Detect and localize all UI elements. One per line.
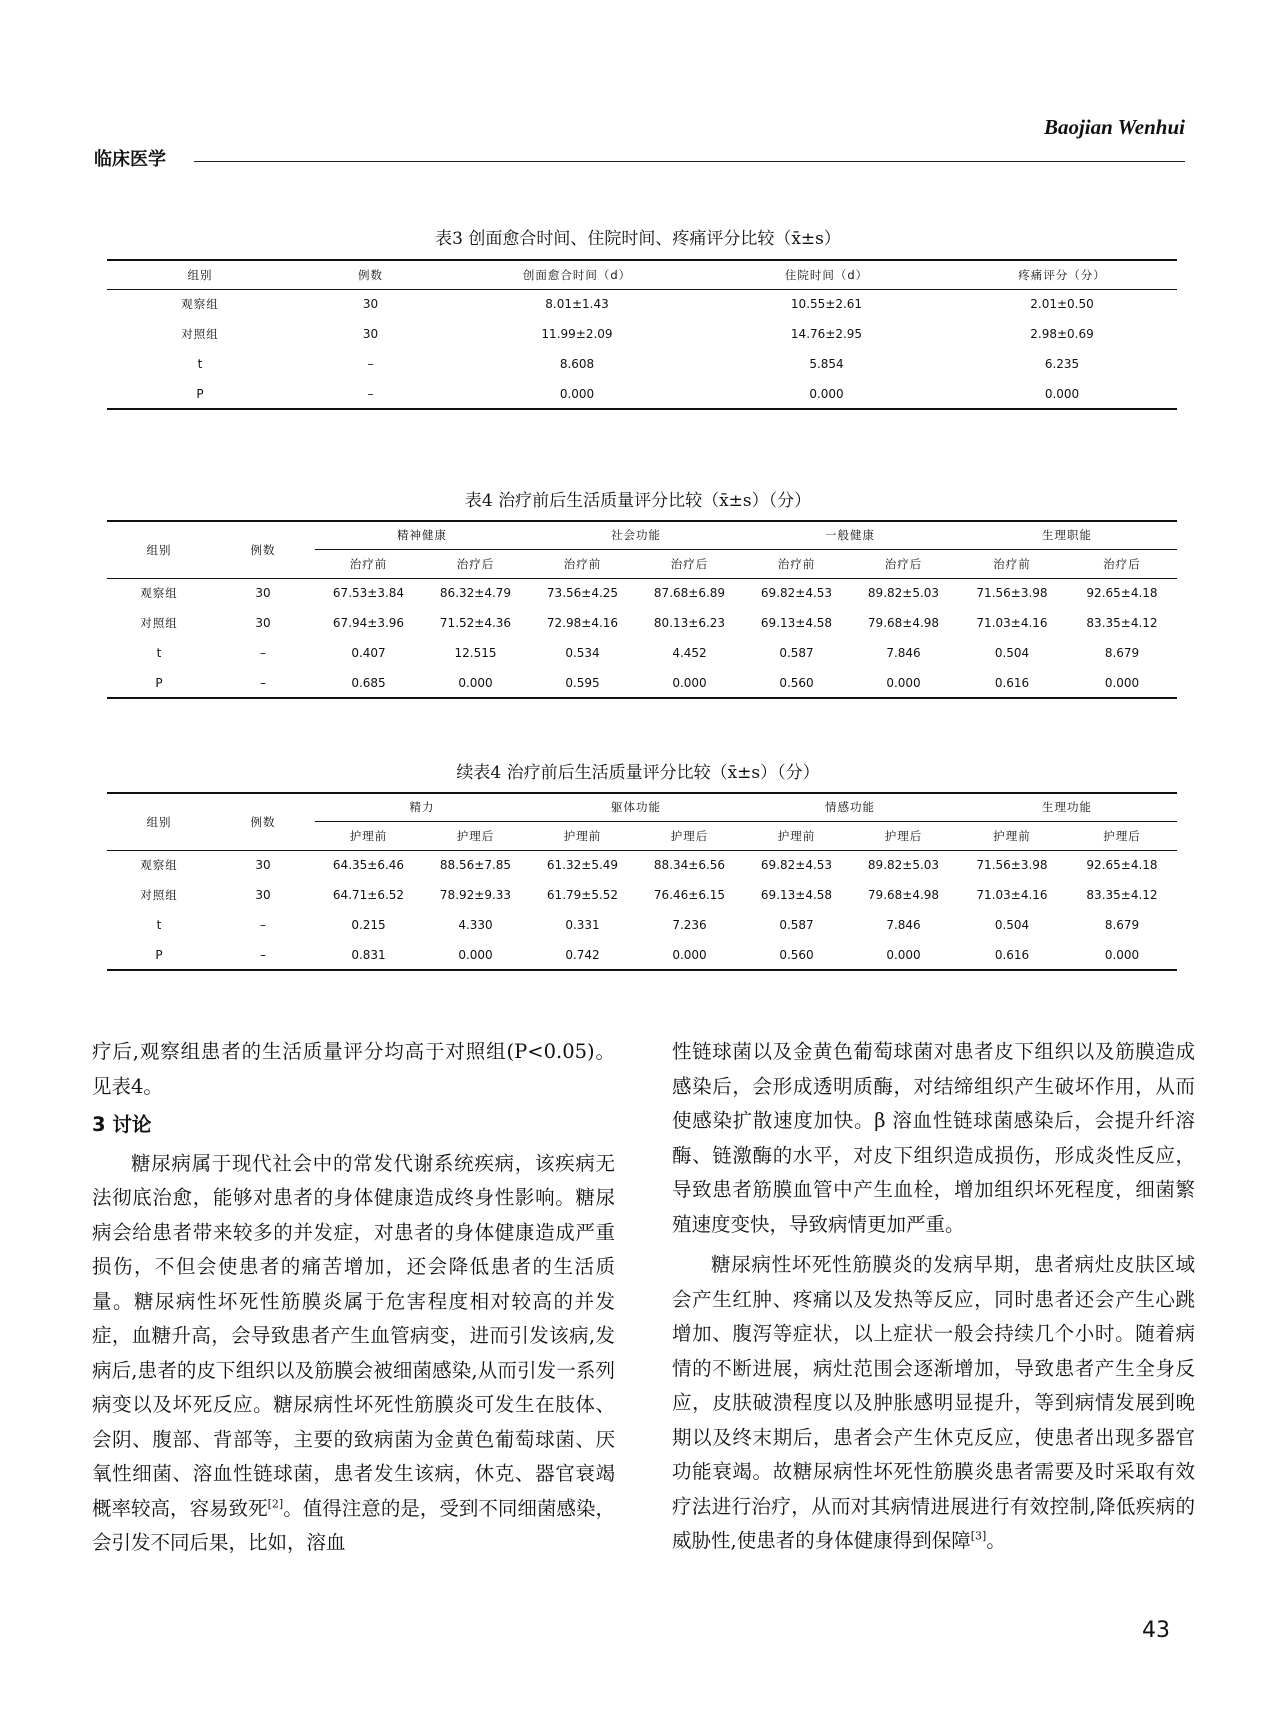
- table4-subheader: 治疗后: [1067, 549, 1177, 578]
- table-cell: 0.504: [994, 646, 1030, 660]
- table-cell: 0.685: [315, 668, 422, 698]
- table-cell: 87.68±6.89: [653, 586, 726, 601]
- table-cell: 61.79±5.52: [546, 888, 619, 902]
- table3-header: 组别: [107, 260, 293, 289]
- table-cell: 7.846: [886, 646, 921, 660]
- table-cell: 观察组: [140, 858, 178, 873]
- journal-name: Baojian Wenhui: [1043, 115, 1185, 139]
- table3-header: 住院时间（d）: [706, 260, 947, 289]
- table-cell: 0.616: [957, 940, 1067, 970]
- table-cell: 0.587: [779, 646, 814, 660]
- table-cell: 30: [255, 888, 271, 902]
- table-cell: –: [260, 918, 266, 932]
- section-heading: 3 讨论: [92, 1113, 152, 1136]
- paragraph: 性链球菌以及金黄色葡萄球菌对患者皮下组织以及筋膜造成感染后，会形成透明质酶，对结缔组织产生破坏作用，从而使感染扩散速度加快。β 溶血性链球菌感染后，会提升纤溶酶、链激酶的水平，对皮下组织造成损伤，形成炎性反应，导致患者筋膜血管中产生血栓，增加组织坏死程度，细菌繁殖速度变快，导致病情更加严重。: [672, 1040, 1195, 1236]
- table-cell: 88.56±7.85: [439, 858, 512, 873]
- table4b-subheader: 护理前: [957, 821, 1067, 850]
- table-cell: 8.679: [1104, 646, 1140, 660]
- table-cell: 0.000: [636, 668, 743, 698]
- table-row: [107, 578, 1177, 608]
- table-cell: 0.000: [422, 940, 529, 970]
- table4b-subheader: 护理后: [850, 821, 957, 850]
- table-cell: P: [107, 668, 211, 698]
- section-label: 临床医学: [94, 149, 166, 170]
- table4-subheader: 治疗后: [422, 549, 529, 578]
- header-rule: [194, 161, 1185, 162]
- table-cell: t: [156, 918, 162, 932]
- table-cell: 69.82±4.53: [760, 858, 833, 873]
- table-row: [107, 638, 1177, 668]
- table-cell: –: [367, 357, 374, 371]
- table-cell: –: [260, 646, 266, 660]
- table4-subheader: 治疗前: [743, 549, 850, 578]
- page-number: 43: [1142, 1618, 1170, 1643]
- paragraph-text: 。: [986, 1529, 1006, 1552]
- table-cell: 78.92±9.33: [439, 888, 512, 902]
- table-row: [107, 349, 1177, 379]
- table-cell: 0.534: [565, 646, 600, 660]
- table-cell: 30: [255, 586, 271, 601]
- table-cell: 89.82±5.03: [867, 858, 940, 873]
- table-cell: 67.94±3.96: [332, 616, 405, 630]
- table-cell: 71.03±4.16: [976, 616, 1048, 630]
- table-cell: 7.236: [672, 918, 707, 932]
- table-cell: 0.742: [529, 940, 636, 970]
- table-row: [107, 319, 1177, 349]
- table4b-subheader: 护理前: [529, 821, 636, 850]
- table-cell: 30: [255, 616, 271, 630]
- table4-subheader: 治疗后: [636, 549, 743, 578]
- table-cell: 0.595: [529, 668, 636, 698]
- table-cell: 10.55±2.61: [790, 297, 863, 312]
- paragraph-text: 。值得注意的是，受到不同细菌感染，会引发不同后果，比如，溶血: [92, 1496, 615, 1554]
- table4b-subheader: 护理后: [422, 821, 529, 850]
- table4b-header: 例数: [211, 793, 315, 850]
- table-cell: 67.53±3.84: [332, 586, 405, 601]
- table4b-group-header: 躯体功能: [529, 793, 743, 821]
- table-cell: 8.608: [559, 357, 595, 371]
- table3-header: 疼痛评分（分）: [947, 260, 1177, 289]
- table-row: [107, 850, 1177, 880]
- table-cell: t: [156, 646, 162, 660]
- table4b-group-header: 情感功能: [743, 793, 957, 821]
- table-cell: 0.000: [636, 940, 743, 970]
- table3: [107, 259, 1177, 410]
- table-cell: 14.76±2.95: [790, 327, 863, 341]
- table-cell: 2.01±0.50: [1030, 297, 1094, 312]
- table-cell: –: [211, 668, 315, 698]
- table4b-group-header: 生理功能: [957, 793, 1177, 821]
- table-cell: 0.560: [743, 940, 850, 970]
- table-cell: 73.56±4.25: [546, 586, 619, 601]
- table-cell: 71.56±3.98: [976, 586, 1048, 601]
- table4b-header: 组别: [107, 793, 211, 850]
- table-cell: 0.504: [994, 918, 1030, 932]
- table-cell: 0.000: [422, 668, 529, 698]
- table-cell: –: [293, 379, 448, 409]
- table-cell: 30: [362, 327, 379, 341]
- paragraph-text: 糖尿病性坏死性筋膜炎的发病早期，患者病灶皮肤区域会产生红肿、疼痛以及发热等反应，同时患者还会产生心跳增加、腹泻等症状，以上症状一般会持续几个小时。随着病情的不断进展，病灶范围会逐渐增加，导致患者产生全身反应，皮肤破溃程度以及肿胀感明显提升，等到病情发展到晚期以及终末期后，患者会产生休克反应，使患者出现多器官功能衰竭。故糖尿病性坏死性筋膜炎患者需要及时采取有效疗法进行治疗，从而对其病情进展进行有效控制,降低疾病的威胁性,使患者的身体健康得到保障: [672, 1253, 1195, 1552]
- table-cell: 0.000: [1067, 940, 1177, 970]
- table-cell: 71.56±3.98: [976, 858, 1048, 873]
- table-cell: 69.13±4.58: [760, 888, 833, 902]
- table-cell: 30: [255, 858, 271, 873]
- table4-subheader: 治疗前: [315, 549, 422, 578]
- table4-group-header: 生理职能: [957, 521, 1177, 549]
- table-cell: 64.71±6.52: [332, 888, 405, 902]
- body-column-right: [672, 1035, 1195, 1559]
- table4b: [107, 792, 1177, 971]
- table4b-subheader: 护理前: [743, 821, 850, 850]
- table-cell: 11.99±2.09: [541, 327, 613, 341]
- table-cell: 观察组: [140, 586, 178, 601]
- table-cell: 92.65±4.18: [1086, 858, 1158, 873]
- table-cell: 80.13±6.23: [653, 616, 726, 630]
- table4b-subheader: 护理后: [636, 821, 743, 850]
- paragraph: [672, 1248, 1195, 1559]
- table-cell: 0.831: [315, 940, 422, 970]
- table3-header: 例数: [293, 260, 448, 289]
- table-row: [107, 289, 1177, 319]
- table-cell: 8.01±1.43: [545, 297, 609, 312]
- table-cell: 88.34±6.56: [653, 858, 726, 873]
- table4b-subheader: 护理前: [315, 821, 422, 850]
- table-cell: 0.000: [850, 668, 957, 698]
- table4-subheader: 治疗前: [957, 549, 1067, 578]
- table4b-group-header: 精力: [315, 793, 529, 821]
- table-cell: 4.330: [458, 918, 493, 932]
- table-cell: 79.68±4.98: [867, 888, 940, 902]
- table4-group-header: 一般健康: [743, 521, 957, 549]
- table4-group-header: 精神健康: [315, 521, 529, 549]
- body-column-left: [92, 1035, 615, 1561]
- paragraph-text: 糖尿病属于现代社会中的常发代谢系统疾病，该疾病无法彻底治愈，能够对患者的身体健康造成终身性影响。糖尿病会给患者带来较多的并发症，对患者的身体健康造成严重损伤，不但会使患者的痛苦增加，还会降低患者的生活质量。糖尿病性坏死性筋膜炎属于危害程度相对较高的并发症，血糖升高，会导致患者产生血管病变，进而引发该病,发病后,患者的皮下组织以及筋膜会被细菌感染,从而引发一系列病变以及坏死反应。糖尿病性坏死性筋膜炎可发生在肢体、会阴、腹部、背部等，主要的致病菌为金黄色葡萄球菌、厌氧性细菌、溶血性链球菌，患者发生该病，休克、器官衰竭概率较高，容易致死: [92, 1151, 615, 1520]
- table-cell: 0.000: [448, 379, 706, 409]
- table-cell: 观察组: [181, 297, 219, 312]
- table4-caption: 表4 治疗前后生活质量评分比较（x̄±s）（分）: [464, 491, 812, 511]
- table4b-subheader: 护理后: [1067, 821, 1177, 850]
- table-cell: 8.679: [1104, 918, 1140, 932]
- table-cell: 0.560: [743, 668, 850, 698]
- table-cell: 61.32±5.49: [546, 858, 619, 873]
- table-cell: 92.65±4.18: [1086, 586, 1158, 601]
- table-cell: 0.000: [850, 940, 957, 970]
- table-row: [107, 940, 1177, 970]
- table-cell: 对照组: [140, 888, 178, 902]
- table3-caption: 表3 创面愈合时间、住院时间、疼痛评分比较（x̄±s）: [435, 229, 841, 249]
- table-cell: 30: [362, 297, 379, 312]
- table-row: [107, 910, 1177, 940]
- table-cell: 86.32±4.79: [439, 586, 512, 601]
- table-cell: 5.854: [809, 357, 844, 371]
- table4-header: 组别: [107, 521, 211, 578]
- table-cell: 0.215: [351, 918, 386, 932]
- table-row: [107, 880, 1177, 910]
- table-cell: 83.35±4.12: [1086, 616, 1158, 630]
- table-cell: 71.03±4.16: [976, 888, 1048, 902]
- table-cell: 71.52±4.36: [439, 616, 512, 630]
- table-cell: 6.235: [1044, 357, 1080, 371]
- table-row: [107, 379, 1177, 409]
- table-cell: 0.331: [565, 918, 600, 932]
- table-cell: P: [107, 379, 293, 409]
- table-cell: 69.13±4.58: [760, 616, 833, 630]
- table-cell: P: [107, 940, 211, 970]
- table-cell: 76.46±6.15: [653, 888, 726, 902]
- citation-ref: [2]: [267, 1497, 284, 1510]
- table-cell: 0.616: [957, 668, 1067, 698]
- table-cell: 2.98±0.69: [1030, 327, 1094, 341]
- paragraph: [92, 1147, 615, 1561]
- table3-header: 创面愈合时间（d）: [448, 260, 706, 289]
- paragraph: 疗后,观察组患者的生活质量评分均高于对照组(P<0.05)。见表4。: [92, 1040, 615, 1098]
- table4-header: 例数: [211, 521, 315, 578]
- table-cell: 72.98±4.16: [546, 616, 619, 630]
- table-cell: 64.35±6.46: [332, 858, 405, 873]
- table-cell: t: [197, 357, 203, 371]
- table-cell: 对照组: [181, 327, 219, 341]
- table4: [107, 520, 1177, 699]
- table-row: [107, 668, 1177, 698]
- table-cell: 79.68±4.98: [867, 616, 940, 630]
- table4-subheader: 治疗前: [529, 549, 636, 578]
- table-cell: 69.82±4.53: [760, 586, 833, 601]
- table-cell: 0.407: [351, 646, 386, 660]
- table-cell: 4.452: [672, 646, 707, 660]
- table-cell: 7.846: [886, 918, 921, 932]
- table-cell: 89.82±5.03: [867, 586, 940, 601]
- table-cell: 83.35±4.12: [1086, 888, 1158, 902]
- table-cell: 0.000: [1067, 668, 1177, 698]
- citation-ref: [3]: [970, 1529, 987, 1543]
- table4-subheader: 治疗后: [850, 549, 957, 578]
- table4b-caption: 续表4 治疗前后生活质量评分比较（x̄±s）（分）: [456, 763, 820, 783]
- table-cell: 12.515: [454, 646, 497, 660]
- table4-group-header: 社会功能: [529, 521, 743, 549]
- table-cell: –: [211, 940, 315, 970]
- table-cell: 0.000: [947, 379, 1177, 409]
- table-cell: 对照组: [140, 616, 178, 630]
- table-cell: 0.000: [706, 379, 947, 409]
- table-row: [107, 608, 1177, 638]
- table-cell: 0.587: [779, 918, 814, 932]
